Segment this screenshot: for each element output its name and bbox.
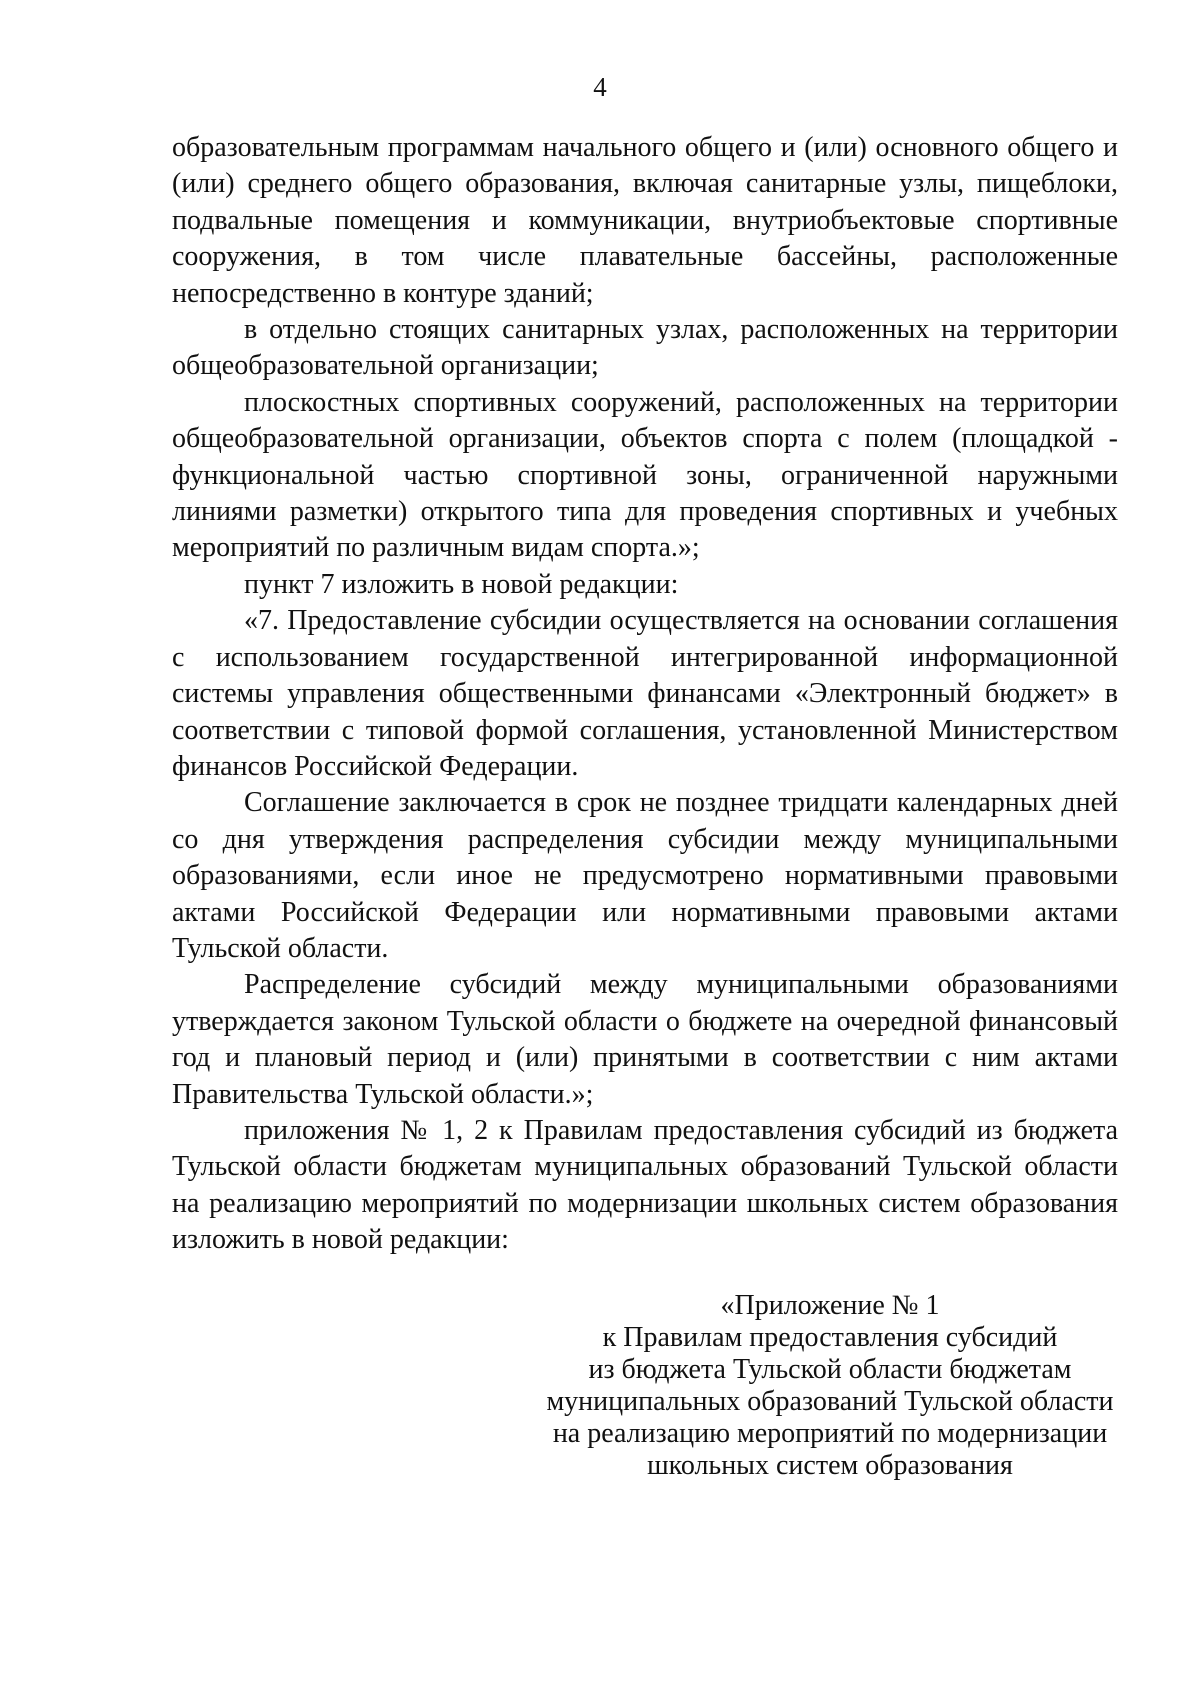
appendix-heading: [530, 1290, 1130, 1482]
appendix-heading-line: из бюджета Тульской области бюджетам: [588, 1354, 1072, 1385]
appendix-heading-line: на реализацию мероприятий по модернизации: [552, 1418, 1108, 1449]
appendix-heading-line: к Правилам предоставления субсидий: [602, 1322, 1058, 1353]
document-body: [172, 130, 1118, 1259]
appendix-heading-line: «Приложение № 1: [720, 1290, 940, 1321]
appendix-heading-line: школьных систем образования: [647, 1450, 1013, 1481]
appendix-heading-line: муниципальных образований Тульской области: [546, 1386, 1114, 1417]
paragraph-point-7-intro: пункт 7 изложить в новой редакции:: [244, 568, 679, 600]
page-number: 4: [593, 72, 607, 102]
paragraph-continuation: образовательным программам начального общего и (или) основного общего и (или) среднего общего образования, включая санитарные узлы, пищеблоки, подвальные помещения и коммуникации, внутриобъектовые спортивные сооружения, в том числе плавательные бассейны, расположенные непосредственно в контуре зданий;: [172, 132, 1118, 309]
paragraph-appendices: приложения № 1, 2 к Правилам предоставления субсидий из бюджета Тульской области бюджетам муниципальных образований Тульской области на реализацию мероприятий по модернизации школьных систем образования изложить в новой редакции:: [172, 1114, 1118, 1256]
paragraph-sanitary-units: в отдельно стоящих санитарных узлах, расположенных на территории общеобразовательной организации;: [172, 314, 1118, 382]
paragraph-distribution: Распределение субсидий между муниципальными образованиями утверждается законом Тульской области о бюджете на очередной финансовый год и плановый период и (или) принятыми в соответствии с ним актами Правительства Тульской области.»;: [172, 969, 1118, 1110]
paragraph-point-7-text: «7. Предоставление субсидии осуществляется на основании соглашения с использованием государственной интегрированной информационной системы управления общественными финансами «Электронный бюджет» в соответствии с типовой формой соглашения, установленной Министерством финансов Российской Федерации.: [172, 605, 1118, 782]
paragraph-sports-facilities: плоскостных спортивных сооружений, расположенных на территории общеобразовательной организации, объектов спорта с полем (площадкой - функциональной частью спортивной зоны, ограниченной наружными линиями разметки) открытого типа для проведения спортивных и учебных мероприятий по различным видам спорта.»;: [172, 386, 1118, 564]
paragraph-agreement-deadline: Соглашение заключается в срок не позднее тридцати календарных дней со дня утверждения распределения субсидии между муниципальными образованиями, если иное не предусмотрено нормативными правовыми актами Российской Федерации или нормативными правовыми актами Тульской области.: [172, 787, 1118, 964]
